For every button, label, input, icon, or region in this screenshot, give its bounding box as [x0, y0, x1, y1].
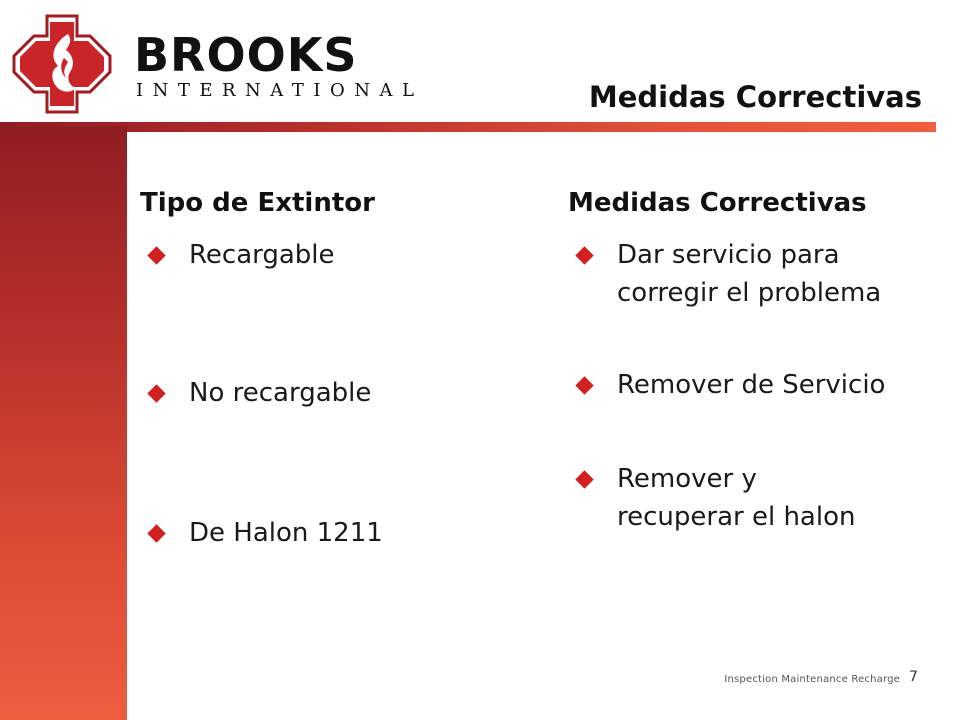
left-column-heading: Tipo de Extintor — [140, 188, 375, 218]
brooks-logo — [12, 14, 424, 114]
brand-name: BROOKS — [134, 28, 358, 82]
diamond-bullet-icon — [575, 246, 593, 264]
list-item-text: No recargable — [189, 378, 372, 408]
slide-title: Medidas Correctivas — [588, 80, 922, 114]
diamond-bullet-icon — [147, 246, 165, 264]
list-item-text: Recargable — [189, 240, 335, 270]
footer-text: Inspection Maintenance Recharge — [724, 674, 900, 685]
list-item — [578, 366, 885, 404]
diamond-bullet-icon — [575, 376, 593, 394]
list-item — [150, 374, 371, 412]
diamond-bullet-icon — [147, 384, 165, 402]
list-item-text: Remover de Servicio — [617, 370, 886, 400]
right-column-heading: Medidas Correctivas — [568, 188, 867, 218]
diamond-bullet-icon — [575, 470, 593, 488]
diamond-bullet-icon — [147, 524, 165, 542]
left-color-band — [0, 126, 127, 720]
brooks-flame-cross-icon — [12, 14, 112, 114]
top-rule — [0, 122, 936, 132]
page-number: 7 — [909, 669, 918, 685]
list-item-text: De Halon 1211 — [189, 518, 383, 548]
list-item-text: Dar servicio para corregir el problema — [617, 240, 882, 308]
list-item — [150, 236, 335, 274]
list-item — [578, 236, 881, 312]
brand-subtitle: INTERNATIONAL — [136, 80, 424, 101]
list-item-text: Remover y recuperar el halon — [617, 464, 856, 532]
list-item — [150, 514, 383, 552]
list-item — [578, 460, 855, 536]
